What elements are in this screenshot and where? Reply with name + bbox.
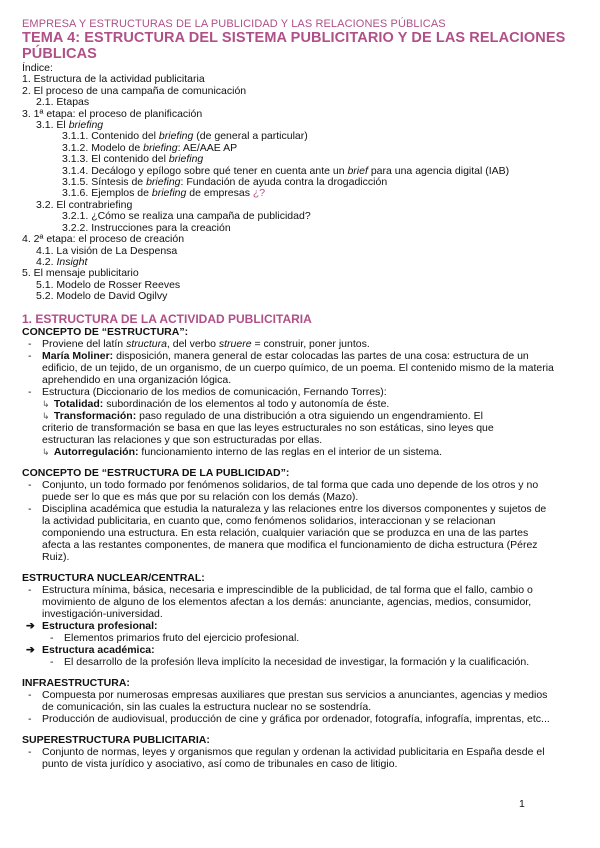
concept-heading: ESTRUCTURA NUCLEAR/CENTRAL: [22,571,205,584]
sub-item: ↳ Transformación: paso regulado de una distribución a otra siguiendo un engendramiento. El criterio de transformación se basa en que las leyes estructurales no son estáticas, sino leyes que estructuran las relaciones y que son estructuradas por ellas. [42,409,494,446]
toc-item: 1. Estructura de la actividad publicitaria [22,73,205,86]
toc-item: 5.2. Modelo de David Ogilvy [36,290,168,303]
page-number: 1 [519,798,525,810]
concept-heading: SUPERESTRUCTURA PUBLICITARIA: [22,733,210,746]
toc-item: 5.1. Modelo de Rosser Reeves [36,278,181,291]
toc-item: 3.1.5. Síntesis de briefing: Fundación de ayuda contra la drogadicción [62,176,388,189]
list-item: - El desarrollo de la profesión lleva implícito la necesidad de investigar, la formación y la cualificación. [50,655,530,668]
concept-heading: INFRAESTRUCTURA: [22,676,130,689]
subject-header: EMPRESA Y ESTRUCTURAS DE LA PUBLICIDAD Y LAS RELACIONES PÚBLICAS [22,18,446,30]
toc-item: 5. El mensaje publicitario [22,267,139,280]
right-arrow-icon: ➔ [26,619,35,632]
toc-item: 3.2. El contrabriefing [36,198,133,211]
toc-item: 4.1. La visión de La Despensa [36,244,178,257]
toc-item: 3.1.3. El contenido del briefing [62,153,204,166]
toc-item: 4.2. Insight [36,255,88,268]
toc-item: 3.2.1. ¿Cómo se realiza una campaña de publicidad? [62,210,311,223]
return-arrow-icon: ↳ [42,410,50,421]
list-item: - María Moliner: disposición, manera general de estar colocadas las partes de una cosa: estructura de un edificio, de un tejido, de un organismo, de un cuerpo químico, de un poema. El contenido mismo de la materia aprehendido en una organización lógica. [28,349,554,386]
toc-item: 3.1.4. Decálogo y epílogo sobre qué tener en cuenta ante un brief para una agencia digital (IAB) [62,164,510,177]
sub-item: ↳ Totalidad: subordinación de los elementos al todo y autonomía de éste. [42,397,390,410]
toc-item: 3.1.2. Modelo de briefing: AE/AAE AP [62,141,238,154]
toc-item: 2.1. Etapas [36,96,90,109]
toc-item: 3.2.2. Instrucciones para la creación [62,221,231,234]
list-item: - Estructura mínima, básica, necesaria e imprescindible de la publicidad, de tal forma que el fallo, cambio o movimiento de alguno de los elementos afectan a los demás: anunciante, agencias, medios, consumidor, investigación-universidad. [28,583,533,620]
return-arrow-icon: ↳ [42,398,50,409]
concept-heading: CONCEPTO DE “ESTRUCTURA”: [22,325,189,338]
list-item: - Producción de audiovisual, producción de cine y gráfica por ordenador, fotografía, infografía, imprentas, etc... [28,712,550,725]
toc-item: 4. 2ª etapa: el proceso de creación [22,233,185,246]
topic-title: TEMA 4: ESTRUCTURA DEL SISTEMA PUBLICITARIO Y DE LAS RELACIONES PÚBLICAS [22,30,566,62]
toc-item: 3.1.6. Ejemplos de briefing de empresas ¿? [62,187,266,200]
list-item: - Estructura (Diccionario de los medios de comunicación, Fernando Torres): [28,385,387,398]
sub-item: ↳ Autorregulación: funcionamiento interno de las reglas en el interior de un sistema. [42,445,443,458]
list-item: - Disciplina académica que estudia la naturaleza y las relaciones entre los diversos componentes y sujetos de la actividad publicitaria, en cuanto que, como fenómenos solidarios, interaccionan y se relacionan componiendo una estructura. En esta relación, cualquier variación que se produzca en una de las partes afecta a las restantes componentes, de manera que modifica el funcionamiento de dicha estructura (Pérez Ruiz). [28,502,547,563]
return-arrow-icon: ↳ [42,446,50,457]
toc-item: 3.1.1. Contenido del briefing (de general a particular) [62,130,308,143]
section-heading: 1. ESTRUCTURA DE LA ACTIVIDAD PUBLICITARIA [22,311,312,326]
table-of-contents [22,63,582,303]
toc-item: 3. 1ª etapa: el proceso de planificación [22,107,203,120]
arrow-item: ➔ Estructura profesional: [26,619,158,632]
toc-title: Índice: [22,62,53,74]
list-item: - Elementos primarios fruto del ejercicio profesional. [50,631,300,644]
right-arrow-icon: ➔ [26,643,35,656]
toc-item: 2. El proceso de una campaña de comunicación [22,84,247,97]
arrow-item: ➔ Estructura académica: [26,643,155,656]
list-item: - Proviene del latín structura, del verbo struere = construir, poner juntos. [28,337,370,350]
toc-item: 3.1. El briefing [36,119,104,132]
document-page [22,18,582,770]
toc-list [22,74,582,302]
concept-heading: CONCEPTO DE “ESTRUCTURA DE LA PUBLICIDAD”: [22,466,290,479]
list-item: - Conjunto de normas, leyes y organismos que regulan y ordenan la actividad publicitaria en España desde el punto de vista jurídico y asociativo, así como de tribunales en caso de litigio. [28,745,545,770]
list-item: - Compuesta por numerosas empresas auxiliares que prestan sus servicios a anunciantes, agencias y medios de comunicación, sin las cuales la estructura nuclear no se sostendría. [28,688,548,713]
list-item: - Conjunto, un todo formado por fenómenos solidarios, de tal forma que cada uno depende de los otros y no puede ser lo que es más que por su relación con los demás (Mazo). [28,478,539,503]
